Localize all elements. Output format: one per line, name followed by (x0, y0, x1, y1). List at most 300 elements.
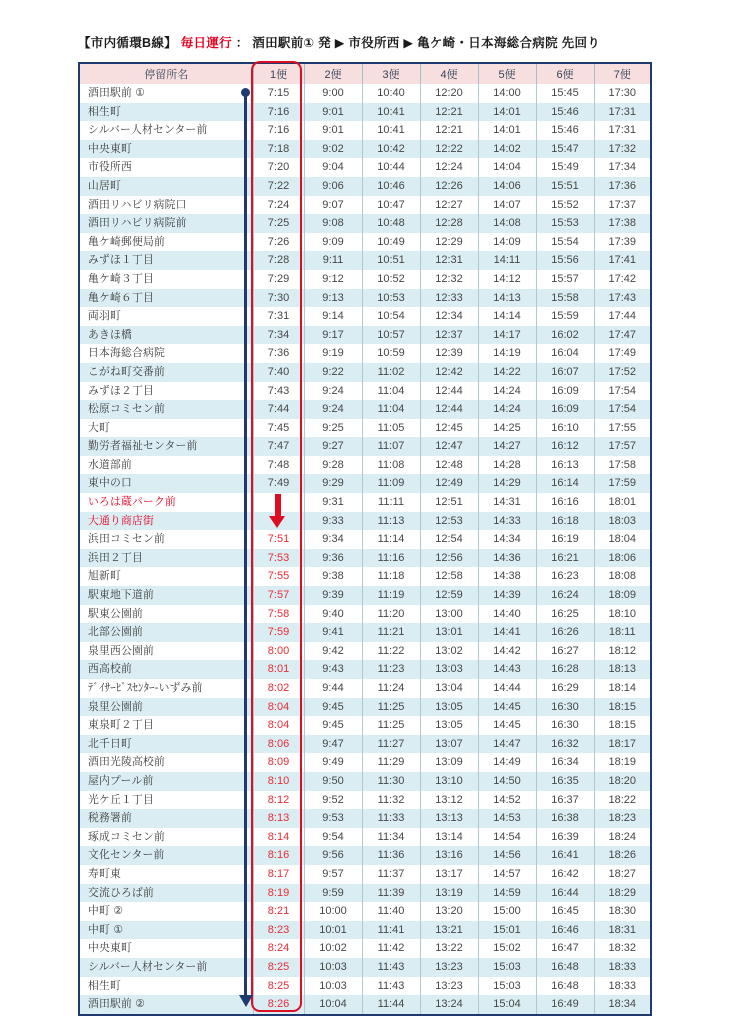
stop-name-cell: 旭新町 (88, 570, 121, 583)
time-cell: 14:04 (478, 158, 536, 177)
time-cell: 10:47 (362, 196, 420, 215)
time-cell: 16:28 (536, 660, 594, 679)
time-cell: 9:11 (304, 251, 362, 270)
table-row (79, 214, 651, 233)
time-cell: 16:30 (536, 698, 594, 717)
stop-name-cell: 大通り商店街 (88, 514, 154, 527)
time-cell: 8:10 (253, 772, 304, 791)
table-row (79, 363, 651, 382)
time-cell: 14:24 (478, 382, 536, 401)
time-cell: 16:32 (536, 735, 594, 754)
time-cell: 10:01 (304, 921, 362, 940)
time-cell: 14:44 (478, 679, 536, 698)
time-cell: 12:51 (420, 493, 478, 512)
time-cell: 11:42 (362, 939, 420, 958)
time-cell: 11:25 (362, 716, 420, 735)
table-row (79, 103, 651, 122)
time-cell: 9:41 (304, 623, 362, 642)
table-row (79, 753, 651, 772)
time-cell: 9:22 (304, 363, 362, 382)
time-cell: 18:23 (594, 809, 651, 828)
time-cell: 18:03 (594, 512, 651, 531)
time-cell: 8:06 (253, 735, 304, 754)
time-cell: 13:07 (420, 735, 478, 754)
time-cell: 17:41 (594, 251, 651, 270)
time-cell: 11:04 (362, 382, 420, 401)
table-row (79, 772, 651, 791)
stop-name-cell: 文化センター前 (88, 849, 165, 862)
time-cell: 9:00 (304, 84, 362, 103)
time-cell: 18:22 (594, 791, 651, 810)
time-cell: 14:02 (478, 140, 536, 159)
stop-name-cell: 酒田駅前 ① (88, 87, 146, 99)
time-cell: 7:24 (253, 196, 304, 215)
time-cell: 14:22 (478, 363, 536, 382)
time-cell: 10:41 (362, 103, 420, 122)
table-row (79, 233, 651, 252)
time-cell: 11:41 (362, 921, 420, 940)
time-cell: 13:13 (420, 809, 478, 828)
table-row (79, 437, 651, 456)
time-cell: 11:22 (362, 642, 420, 661)
time-cell: 17:54 (594, 400, 651, 419)
time-cell: 10:44 (362, 158, 420, 177)
time-cell: 16:44 (536, 884, 594, 903)
time-cell: 14:45 (478, 698, 536, 717)
time-cell: 12:44 (420, 382, 478, 401)
time-cell: 8:16 (253, 846, 304, 865)
time-cell: 7:15 (253, 84, 304, 103)
time-cell: 13:23 (420, 977, 478, 996)
time-cell: 13:23 (420, 958, 478, 977)
time-cell: 7:45 (253, 419, 304, 438)
time-cell: 8:09 (253, 753, 304, 772)
time-cell: 9:08 (304, 214, 362, 233)
table-row (79, 493, 651, 512)
time-cell: 12:26 (420, 177, 478, 196)
time-cell: 13:21 (420, 921, 478, 940)
page-title (78, 33, 678, 51)
time-cell: 12:42 (420, 363, 478, 382)
time-cell: 17:55 (594, 419, 651, 438)
time-cell: 12:37 (420, 326, 478, 345)
time-cell: 14:33 (478, 512, 536, 531)
stop-name-cell: 相生町 (88, 105, 121, 118)
time-cell: 11:30 (362, 772, 420, 791)
time-cell: 9:24 (304, 400, 362, 419)
table-row (79, 196, 651, 215)
time-cell: 9:29 (304, 474, 362, 493)
stop-name-cell: 酒田駅前 ② (88, 998, 146, 1011)
time-cell: 8:21 (253, 902, 304, 921)
time-cell: 14:01 (478, 103, 536, 122)
stop-name-cell: 亀ケ崎３丁目 (88, 272, 154, 285)
time-cell: 18:04 (594, 530, 651, 549)
stop-name-cell: 亀ケ崎６丁目 (88, 291, 154, 304)
table-row (79, 419, 651, 438)
time-cell: 17:31 (594, 103, 651, 122)
time-cell: 17:52 (594, 363, 651, 382)
time-cell: 11:14 (362, 530, 420, 549)
stop-name-cell: 松原コミセン前 (88, 403, 165, 416)
table-row (79, 512, 651, 531)
title-colon: ： (235, 36, 249, 50)
time-cell: 18:26 (594, 846, 651, 865)
time-cell: 7:34 (253, 326, 304, 345)
time-cell: 11:19 (362, 586, 420, 605)
time-cell: 18:24 (594, 828, 651, 847)
time-cell: 17:36 (594, 177, 651, 196)
time-cell: 13:02 (420, 642, 478, 661)
time-cell: 16:10 (536, 419, 594, 438)
time-cell: 11:09 (362, 474, 420, 493)
time-cell: 14:31 (478, 493, 536, 512)
time-cell: 13:10 (420, 772, 478, 791)
time-cell: 12:33 (420, 289, 478, 308)
stop-name-cell: 東泉町２丁目 (88, 719, 154, 732)
time-cell: 16:24 (536, 586, 594, 605)
time-cell: 16:09 (536, 400, 594, 419)
time-cell: 11:21 (362, 623, 420, 642)
time-cell: 16:38 (536, 809, 594, 828)
time-cell: 12:58 (420, 567, 478, 586)
time-cell: 9:01 (304, 121, 362, 140)
stop-name-cell: 東中の口 (88, 477, 132, 490)
time-cell: 14:38 (478, 567, 536, 586)
time-cell: 8:19 (253, 884, 304, 903)
time-cell: 10:52 (362, 270, 420, 289)
time-cell: 18:27 (594, 865, 651, 884)
table-row (79, 530, 651, 549)
time-cell: 16:14 (536, 474, 594, 493)
time-cell: 12:32 (420, 270, 478, 289)
time-cell: 14:59 (478, 884, 536, 903)
time-cell: 16:49 (536, 995, 594, 1015)
time-cell: 15:58 (536, 289, 594, 308)
time-cell: 10:57 (362, 326, 420, 345)
time-cell: 14:41 (478, 623, 536, 642)
time-cell: 11:39 (362, 884, 420, 903)
time-cell: 8:02 (253, 679, 304, 698)
time-cell: 9:57 (304, 865, 362, 884)
time-cell: 9:53 (304, 809, 362, 828)
time-cell: 13:16 (420, 846, 478, 865)
time-cell: 11:23 (362, 660, 420, 679)
time-cell: 13:04 (420, 679, 478, 698)
table-row (79, 884, 651, 903)
trip-header: 7便 (594, 63, 651, 84)
stop-name-cell: 浜田２丁目 (88, 551, 143, 564)
time-cell: 11:44 (362, 995, 420, 1015)
time-cell: 16:47 (536, 939, 594, 958)
time-cell: 12:22 (420, 140, 478, 159)
time-cell: 12:45 (420, 419, 478, 438)
time-cell: 12:59 (420, 586, 478, 605)
time-cell: 7:51 (253, 530, 304, 549)
time-cell: 11:33 (362, 809, 420, 828)
time-cell: 18:33 (594, 958, 651, 977)
time-cell: 13:22 (420, 939, 478, 958)
time-cell: 13:05 (420, 698, 478, 717)
table-row (79, 251, 651, 270)
time-cell: 13:24 (420, 995, 478, 1015)
time-cell: 18:12 (594, 642, 651, 661)
stop-name-cell: 西高校前 (88, 663, 132, 676)
time-cell: 15:46 (536, 103, 594, 122)
time-cell: 9:36 (304, 549, 362, 568)
time-cell: 11:07 (362, 437, 420, 456)
time-cell: 9:34 (304, 530, 362, 549)
time-cell: 7:58 (253, 605, 304, 624)
time-cell: 9:45 (304, 716, 362, 735)
time-cell: 16:41 (536, 846, 594, 865)
time-cell: 16:18 (536, 512, 594, 531)
table-row (79, 326, 651, 345)
time-cell: 13:14 (420, 828, 478, 847)
stop-name-cell: 駅東公園前 (88, 607, 143, 620)
time-cell: 13:03 (420, 660, 478, 679)
time-cell: 9:54 (304, 828, 362, 847)
time-cell: 10:54 (362, 307, 420, 326)
time-cell: 11:27 (362, 735, 420, 754)
time-cell: 11:11 (362, 493, 420, 512)
time-cell: 11:43 (362, 977, 420, 996)
table-row (79, 791, 651, 810)
table-row (79, 400, 651, 419)
time-cell: 16:21 (536, 549, 594, 568)
time-cell: 8:00 (253, 642, 304, 661)
trip-header: 2便 (304, 63, 362, 84)
time-cell: 9:28 (304, 456, 362, 475)
stop-name-cell: 亀ケ崎郵便局前 (88, 235, 165, 248)
time-cell: 18:29 (594, 884, 651, 903)
time-cell: 16:29 (536, 679, 594, 698)
timetable-header-row (79, 63, 651, 84)
time-cell: 7:47 (253, 437, 304, 456)
table-row (79, 121, 651, 140)
stop-name-cell: 日本海総合病院 (88, 347, 165, 360)
time-cell: 11:04 (362, 400, 420, 419)
stop-name-cell: あきほ橋 (88, 328, 132, 341)
time-cell: 12:44 (420, 400, 478, 419)
time-cell: 14:42 (478, 642, 536, 661)
time-cell: 11:40 (362, 902, 420, 921)
time-cell: 11:05 (362, 419, 420, 438)
stop-name-cell: 浜田コミセン前 (88, 533, 165, 546)
time-cell: 11:16 (362, 549, 420, 568)
time-cell: 12:56 (420, 549, 478, 568)
time-cell: 13:00 (420, 605, 478, 624)
time-cell: 15:00 (478, 902, 536, 921)
time-cell: 16:23 (536, 567, 594, 586)
time-cell: 10:46 (362, 177, 420, 196)
stop-name-cell: 北部公園前 (88, 626, 143, 639)
stop-name-cell: 琢成コミセン前 (88, 830, 165, 843)
stop-name-cell: 税務署前 (88, 812, 132, 825)
time-cell: 16:12 (536, 437, 594, 456)
stop-name-cell: みずほ２丁目 (88, 384, 154, 397)
stop-name-cell: シルバー人材センター前 (88, 124, 208, 137)
time-cell: 9:49 (304, 753, 362, 772)
time-cell: 12:28 (420, 214, 478, 233)
time-cell: 7:36 (253, 344, 304, 363)
time-cell: 14:08 (478, 214, 536, 233)
time-cell: 10:53 (362, 289, 420, 308)
time-cell: 17:54 (594, 382, 651, 401)
time-cell: 14:25 (478, 419, 536, 438)
trip-header: 1便 (253, 63, 304, 84)
time-cell: 16:19 (536, 530, 594, 549)
time-cell: 14:57 (478, 865, 536, 884)
time-cell: 14:27 (478, 437, 536, 456)
time-cell: 7:18 (253, 140, 304, 159)
time-cell: 11:25 (362, 698, 420, 717)
daily-service-label: 毎日運行 (180, 36, 232, 50)
time-cell: 14:11 (478, 251, 536, 270)
time-cell: 12:24 (420, 158, 478, 177)
time-cell: 16:07 (536, 363, 594, 382)
time-cell: 17:58 (594, 456, 651, 475)
stop-name-cell: みずほ１丁目 (88, 254, 154, 267)
stop-name-cell: 屋内プール前 (88, 774, 154, 787)
time-cell: 16:48 (536, 958, 594, 977)
time-cell: 8:26 (253, 995, 304, 1015)
time-cell: 14:00 (478, 84, 536, 103)
time-cell: 16:26 (536, 623, 594, 642)
time-cell: 15:45 (536, 84, 594, 103)
table-row (79, 140, 651, 159)
time-cell: 11:24 (362, 679, 420, 698)
time-cell: 17:49 (594, 344, 651, 363)
time-cell: 18:08 (594, 567, 651, 586)
time-cell: 18:15 (594, 716, 651, 735)
time-cell: 12:20 (420, 84, 478, 103)
stop-name-cell: 交流ひろば前 (88, 886, 154, 899)
time-cell: 16:04 (536, 344, 594, 363)
table-row (79, 846, 651, 865)
time-cell: 14:01 (478, 121, 536, 140)
stop-name-cell: こがね町交番前 (88, 365, 165, 378)
time-cell: 14:13 (478, 289, 536, 308)
time-cell: 12:34 (420, 307, 478, 326)
stop-name-cell: 中央東町 (88, 942, 132, 955)
time-cell: 9:06 (304, 177, 362, 196)
time-cell: 9:25 (304, 419, 362, 438)
table-row (79, 809, 651, 828)
time-cell: 9:52 (304, 791, 362, 810)
stop-name-header: 停留所名 (144, 69, 189, 81)
time-cell: 17:31 (594, 121, 651, 140)
time-cell: 16:09 (536, 382, 594, 401)
time-cell: 18:13 (594, 660, 651, 679)
time-cell: 9:13 (304, 289, 362, 308)
time-cell: 16:25 (536, 605, 594, 624)
table-row (79, 698, 651, 717)
time-cell: 18:30 (594, 902, 651, 921)
time-cell: 16:37 (536, 791, 594, 810)
time-cell: 17:34 (594, 158, 651, 177)
time-cell: 16:13 (536, 456, 594, 475)
time-cell: 15:04 (478, 995, 536, 1015)
time-cell: 14:07 (478, 196, 536, 215)
time-cell: 14:45 (478, 716, 536, 735)
time-cell: 8:25 (253, 977, 304, 996)
time-cell: 18:31 (594, 921, 651, 940)
timetable (78, 62, 650, 1013)
time-cell (253, 493, 304, 512)
table-row (79, 679, 651, 698)
time-cell: 18:34 (594, 995, 651, 1015)
time-cell: 9:24 (304, 382, 362, 401)
stop-name-cell: 中央東町 (88, 142, 132, 155)
time-cell: 7:16 (253, 103, 304, 122)
time-cell: 7:59 (253, 623, 304, 642)
time-cell: 18:32 (594, 939, 651, 958)
table-row (79, 623, 651, 642)
stop-name-cell: 水道部前 (88, 458, 132, 471)
table-row (79, 939, 651, 958)
timetable-table (78, 62, 652, 1016)
stop-name-cell: 中町 ② (88, 905, 124, 918)
time-cell: 9:59 (304, 884, 362, 903)
table-row (79, 586, 651, 605)
time-cell: 7:49 (253, 474, 304, 493)
time-cell: 9:17 (304, 326, 362, 345)
time-cell: 7:48 (253, 456, 304, 475)
time-cell: 8:25 (253, 958, 304, 977)
time-cell: 14:47 (478, 735, 536, 754)
time-cell (253, 512, 304, 531)
time-cell: 10:40 (362, 84, 420, 103)
time-cell: 13:01 (420, 623, 478, 642)
time-cell: 11:37 (362, 865, 420, 884)
stop-name-cell: 駅東地下道前 (88, 589, 154, 602)
time-cell: 9:47 (304, 735, 362, 754)
time-cell: 10:03 (304, 958, 362, 977)
time-cell: 16:30 (536, 716, 594, 735)
table-row (79, 660, 651, 679)
time-cell: 16:39 (536, 828, 594, 847)
table-row (79, 605, 651, 624)
table-row (79, 270, 651, 289)
time-cell: 17:32 (594, 140, 651, 159)
table-row (79, 567, 651, 586)
time-cell: 12:54 (420, 530, 478, 549)
time-cell: 11:08 (362, 456, 420, 475)
time-cell: 8:01 (253, 660, 304, 679)
stop-name-cell: 山居町 (88, 179, 121, 192)
stop-name-cell: 勤労者福祉センター前 (88, 440, 198, 453)
table-row (79, 735, 651, 754)
time-cell: 12:21 (420, 103, 478, 122)
time-cell: 18:01 (594, 493, 651, 512)
time-cell: 7:28 (253, 251, 304, 270)
time-cell: 11:13 (362, 512, 420, 531)
time-cell: 7:53 (253, 549, 304, 568)
time-cell: 16:27 (536, 642, 594, 661)
time-cell: 16:35 (536, 772, 594, 791)
time-cell: 11:29 (362, 753, 420, 772)
time-cell: 7:26 (253, 233, 304, 252)
stop-name-cell: 北千日町 (88, 737, 132, 750)
time-cell: 14:09 (478, 233, 536, 252)
time-cell: 12:21 (420, 121, 478, 140)
time-cell: 12:31 (420, 251, 478, 270)
route-description: 酒田駅前① 発 ▶ 市役所西 ▶ 亀ケ崎・日本海総合病院 先回り (252, 36, 601, 50)
time-cell: 18:09 (594, 586, 651, 605)
trip-header: 5便 (478, 63, 536, 84)
time-cell: 8:23 (253, 921, 304, 940)
